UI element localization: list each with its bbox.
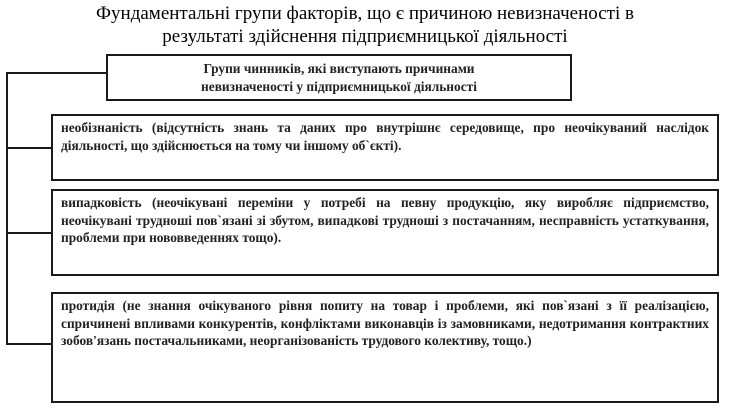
factor-text-randomness: випадковість (неочікувані переміни у потребі на певну продукцію, яку виробляє підприємство, неочікувані трудноші пов`язані зі збутом, випадкові трудноші з постачанням, несправність устаткування, проблеми при нововведеннях тощо).	[61, 195, 709, 245]
diagram-title-line-2: результаті здійснення підприємницької діяльності	[162, 26, 568, 47]
header-line-2: невизначеності у підприємницької діяльності	[201, 78, 477, 94]
factor-text-ignorance: необізнаність (відсутність знань та даних про внутрішнє середовище, про неочікуваний наслідок діяльності, що здійснюється на тому чи іншому об`єкті).	[61, 120, 709, 153]
factor-box-ignorance	[51, 114, 719, 181]
connector-to-item-2	[6, 232, 51, 234]
connector-to-item-1	[6, 147, 51, 149]
factor-box-opposition	[51, 292, 719, 403]
header-line-1: Групи чинників, які виступають причинами	[203, 61, 475, 76]
diagram-title	[0, 2, 730, 48]
factor-box-randomness	[51, 189, 719, 276]
diagram-title-line-1: Фундаментальні групи факторів, що є причиною невизначеності в	[96, 3, 634, 24]
connector-to-item-3	[6, 343, 51, 345]
connector-to-header	[6, 72, 106, 74]
connector-vertical-line	[6, 72, 8, 344]
factor-text-opposition: протидія (не знання очікуваного рівня попиту на товар і проблеми, які пов`язані з її реалізацією, спричинені впливами конкурентів, конфліктами виконавців із замовниками, недотримання контрактних зобов'язань постачальниками, неорганізованість трудового колективу, тощо.)	[61, 298, 709, 348]
header-box	[106, 54, 572, 101]
